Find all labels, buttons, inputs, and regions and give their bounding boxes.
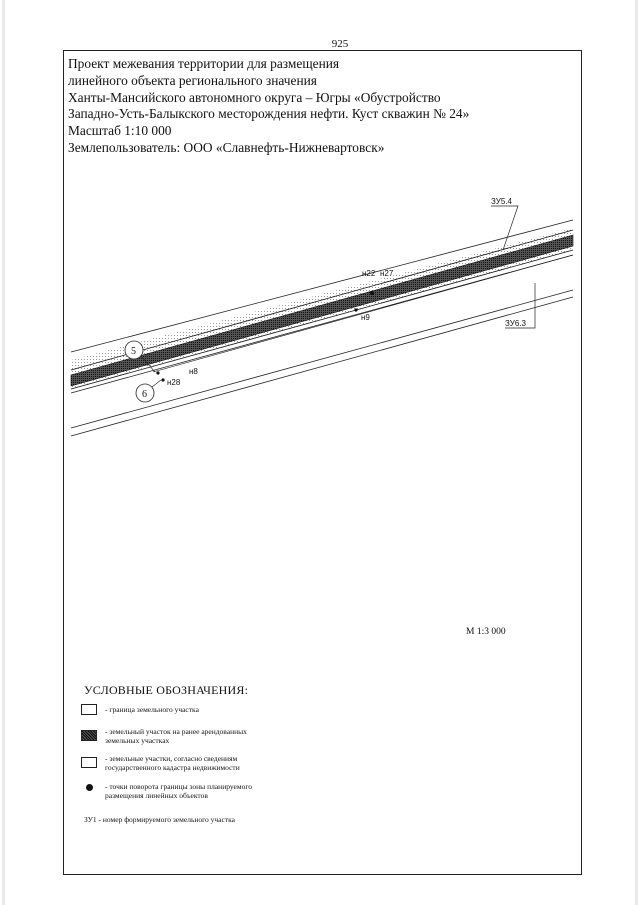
legend-text: - граница земельного участка <box>105 705 199 714</box>
scale-line: Масштаб 1:10 000 <box>68 123 172 139</box>
turning-point <box>156 371 159 374</box>
turning-point <box>161 378 164 381</box>
label-n22: н22 <box>362 269 376 278</box>
title-line: Проект межевания территории для размещения <box>68 56 340 71</box>
label-zu63: ЗУ6.3 <box>505 319 526 328</box>
page-number: 925 <box>331 38 349 50</box>
scan-edge-right <box>635 0 638 905</box>
label-n28: н28 <box>167 378 181 387</box>
label-n27: н27 <box>380 269 394 278</box>
pipeline-line <box>71 230 573 370</box>
circle-5-label: 5 <box>131 346 136 357</box>
legend-swatch-dark <box>81 730 97 741</box>
pipeline-line <box>71 250 573 389</box>
legend-text: - земельные участки, согласно сведениям государственного кадастра недвижимости <box>105 754 240 772</box>
land-user-line: Землепользователь: ООО «Славнефть-Нижневартовск» <box>68 139 385 155</box>
label-n9: н9 <box>361 313 370 322</box>
legend-text: - земельный участок на ранее арендованных земельных участках <box>105 727 247 745</box>
turning-point <box>354 308 357 311</box>
legend-swatch-white <box>81 704 97 715</box>
map-scale-label: М 1:3 000 <box>466 627 506 637</box>
title-line: Западно-Усть-Балыкского месторождения нефти. Куст скважин № 24» <box>68 106 470 122</box>
title-line: Ханты-Мансийского автономного округа – Югры «Обустройство <box>68 89 441 105</box>
legend-note: ЗУ1 - номер формируемого земельного участка <box>84 815 235 824</box>
map-drawing <box>63 50 582 650</box>
legend-swatch-white <box>81 757 97 768</box>
turning-point <box>370 291 374 295</box>
legend-dot-icon <box>86 784 93 791</box>
circle-6-leader <box>152 380 161 387</box>
zu54-leader <box>491 206 518 250</box>
boundary-line <box>71 220 573 352</box>
circle-6-label: 6 <box>142 389 147 400</box>
label-zu54: ЗУ5.4 <box>491 197 512 206</box>
legend-text: - точки поворота границы зоны планируемого размещения линейных объектов <box>105 782 252 800</box>
scan-edge-left <box>2 0 5 905</box>
legend-title: УСЛОВНЫЕ ОБОЗНАЧЕНИЯ: <box>84 683 249 697</box>
label-n8: н8 <box>189 367 198 376</box>
title-line: линейного объекта регионального значения <box>68 72 317 88</box>
